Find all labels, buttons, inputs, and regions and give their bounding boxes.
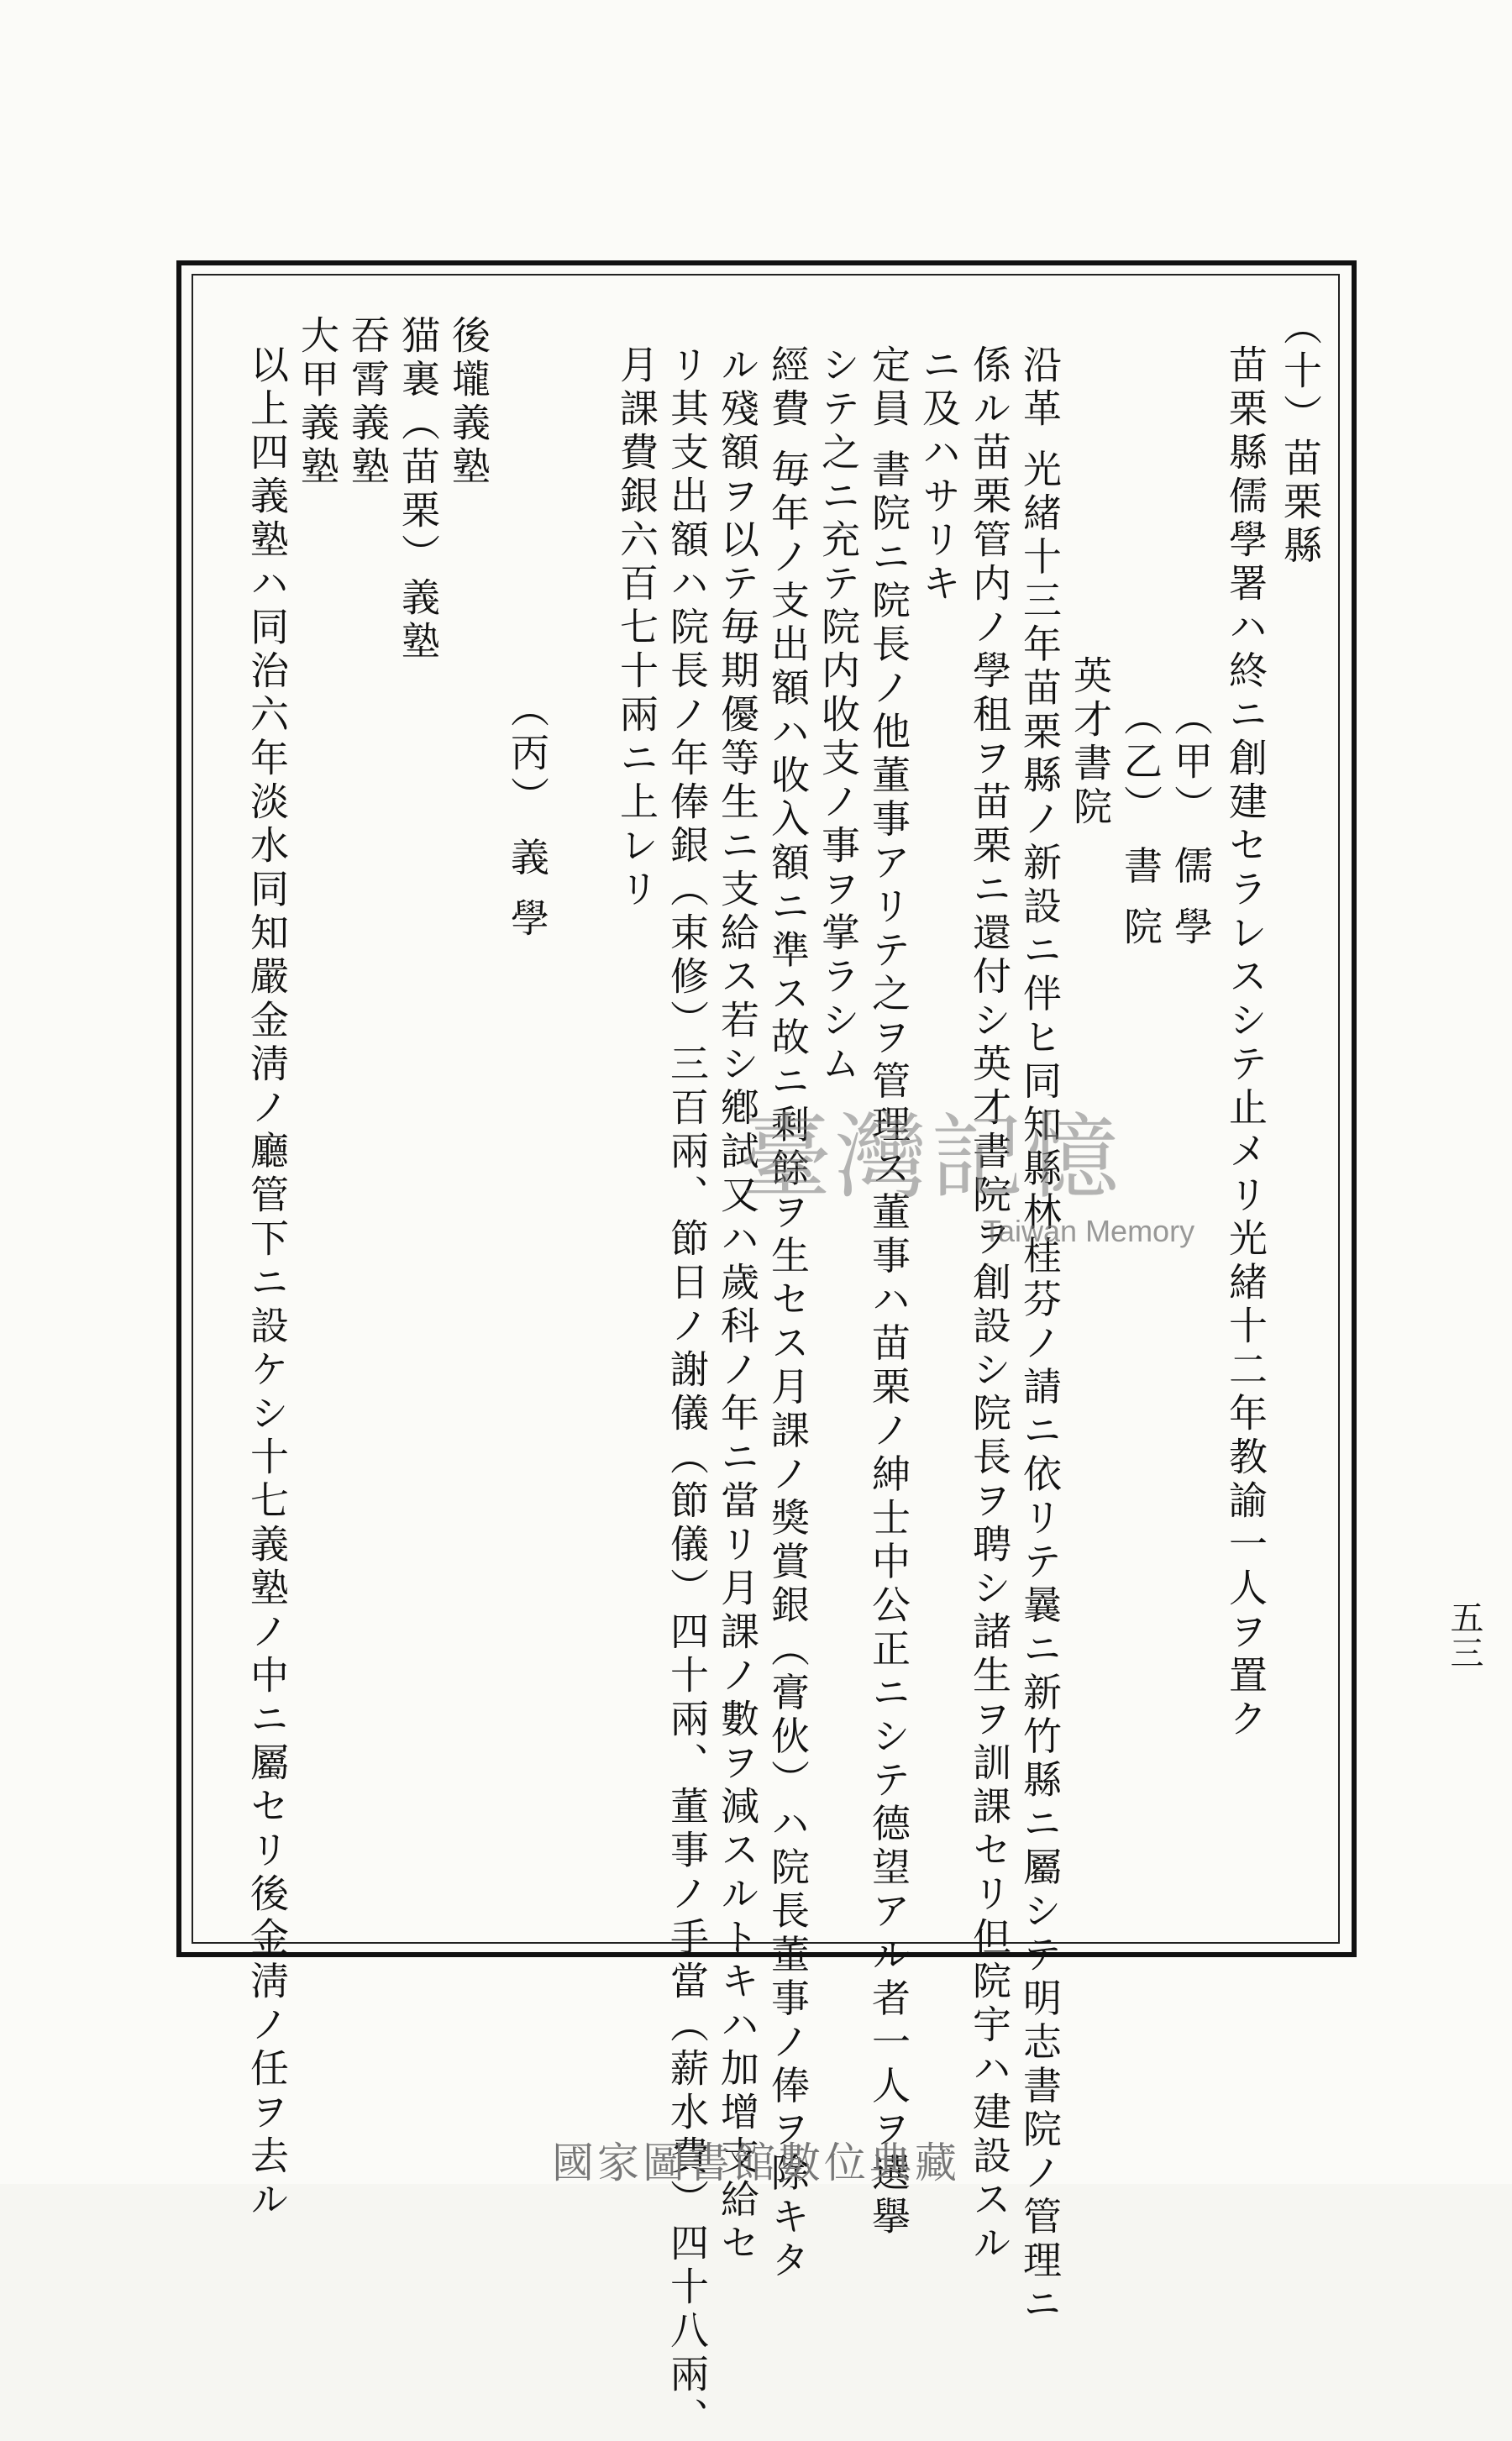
list-item: 大甲義塾 [295, 315, 340, 490]
subsection-heading: （乙） 書 院 [1118, 697, 1163, 951]
text-column: 以上四義塾ハ同治六年淡水同知嚴金淸ノ廳管下ニ設ケシ十七義塾ノ中ニ屬セリ後金淸ノ任ヲ去ル [244, 344, 290, 2223]
footer-caption: 國家圖書館數位典藏 [552, 2139, 960, 2187]
text-column: ル殘額ヲ以テ毎期優等生ニ支給ス若シ鄕試又ハ歲科ノ年ニ當リ月課ノ數ヲ減スルトキハ加增支給セ [715, 344, 760, 2266]
list-item: 吞霄義塾 [345, 315, 391, 490]
watermark-logo: 臺灣記憶 [739, 1104, 1122, 1211]
list-item: 後壠義塾 [446, 315, 491, 490]
text-column: 沿革 光緒十三年苗栗縣ノ新設ニ伴ヒ同知縣林桂芬ノ請ニ依リテ曩ニ新竹縣ニ屬シテ明志書院ノ管理ニ [1017, 344, 1063, 2328]
subsection-heading: （丙） 義 學 [505, 689, 550, 942]
list-item: 猫裏（苗栗）義塾 [396, 315, 441, 664]
page-number: 五三 [1445, 1600, 1483, 1671]
text-column: 苗栗縣儒學署ハ終ニ創建セラレスシテ止メリ光緒十二年教諭一人ヲ置ク [1223, 344, 1268, 1742]
subsection-heading: （甲） 儒 學 [1168, 697, 1214, 951]
text-column: シテ之ニ充テ院内收支ノ事ヲ掌ラシム [816, 344, 861, 1087]
subsection-title: 英才書院 [1068, 655, 1113, 830]
text-column: 定員 書院ニ院長ノ他董事アリテ之ヲ管理ス董事ハ苗栗ノ紳士中公正ニシテ德望アル者一人ヲ選擧 [866, 344, 911, 2240]
text-column: 經費 毎年ノ支出額ハ收入額ニ準ス故ニ剩餘ヲ生セス月課ノ獎賞銀（膏伙）ハ院長董事ノ俸ヲ除キタ [765, 344, 811, 2284]
text-column: ニ及ハサリキ [916, 344, 962, 606]
text-column: 月課費銀六百七十兩ニ上レリ [614, 344, 659, 912]
section-heading: （十）苗栗縣 [1278, 307, 1323, 569]
text-column: リ其支出額ハ院長ノ年俸銀（束修）三百兩、節日ノ謝儀（節儀）四十兩、董事ノ手當（薪水費）四十八兩、 [664, 344, 710, 2441]
watermark-text: Taiwan Memory [983, 1214, 1195, 1248]
text-column: 係ル苗栗管内ノ學租ヲ苗栗ニ還付シ英才書院ヲ創設シ院長ヲ聘シ諸生ヲ訓課セリ但院宇ハ建設スル [967, 344, 1012, 2266]
